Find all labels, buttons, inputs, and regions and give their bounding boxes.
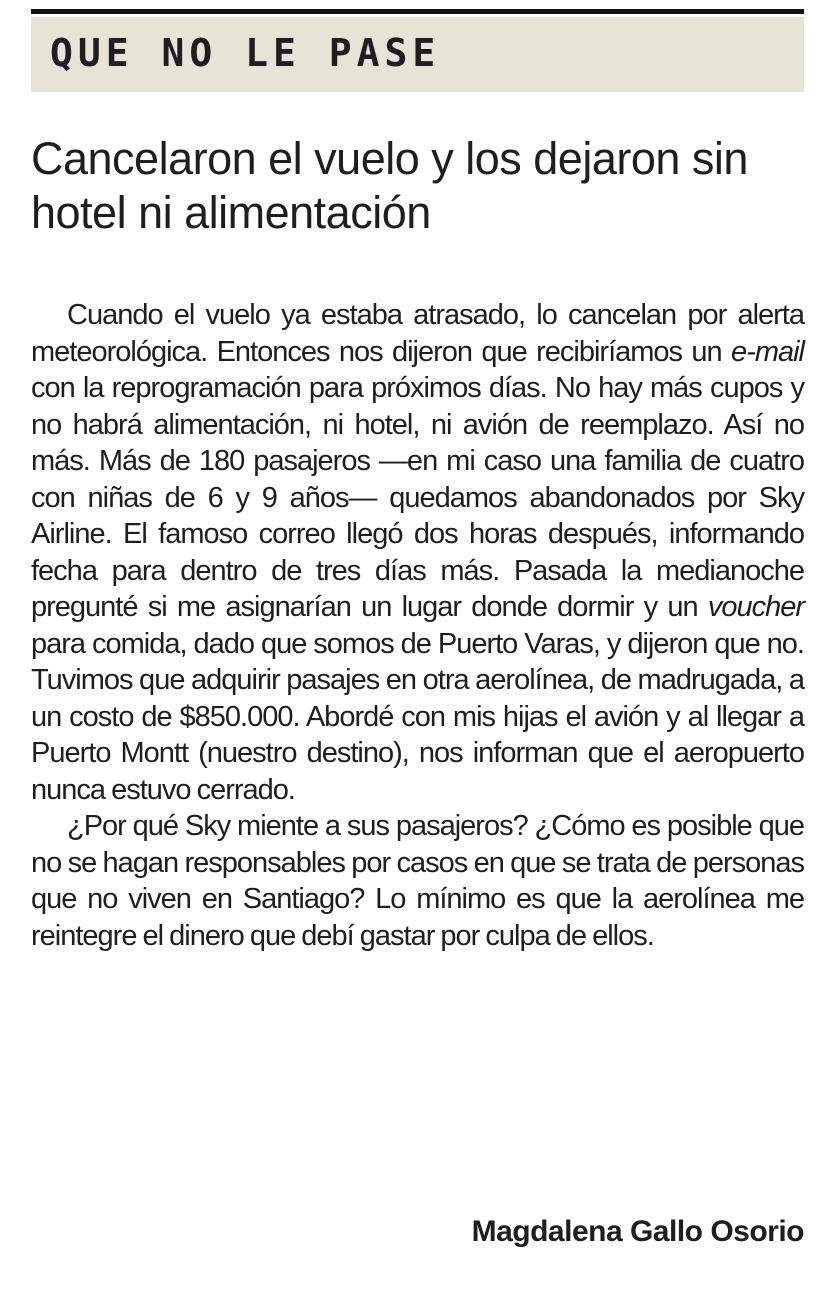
article-paragraph — [31, 808, 804, 954]
text-segment-italic: voucher — [707, 591, 804, 623]
text-segment-italic: e-mail — [731, 335, 804, 368]
text-segment: con la reprogramación para próximos días. No hay más cupos y no habrá alimentación, ni hotel, ni avión de reemplazo. Así no más. Más de 180 pasajeros —en mi caso una familia de cuatro con niñas de 6 y 9 años— quedamos abandonados por Sky Airline. El famoso correo llegó dos horas después, informando fecha para dentro de tres días más. Pasada la medianoche pregunté si me asignarían un lugar donde dormir y un — [31, 372, 804, 623]
article-body — [31, 297, 804, 954]
text-segment: ¿Por qué Sky miente a sus pasajeros? ¿Cómo es posible que no se hagan responsables por casos en que se trata de personas que no viven en Santiago? Lo mínimo es que la aerolínea me reintegre el dinero que debí gastar por culpa de ellos. — [31, 810, 804, 952]
author-signature: Magdalena Gallo Osorio — [471, 1215, 804, 1248]
section-label: QUE NO LE PASE — [50, 31, 441, 75]
article-paragraph — [31, 297, 804, 808]
text-segment: Cuando el vuelo ya estaba atrasado, lo cancelan por alerta meteorológica. Entonces nos dijeron que recibiríamos un — [31, 299, 804, 368]
article-headline: Cancelaron el vuelo y los dejaron sin hotel ni alimentación — [31, 133, 748, 238]
text-segment: para comida, dado que somos de Puerto Varas, y dijeron que no. Tuvimos que adquirir pasajes en otra aerolínea, de madrugada, a un costo de $850.000. Abordé con mis hijas el avión y al llegar a Puerto Montt (nuestro destino), nos informan que el aeropuerto nunca estuvo cerrado. — [31, 627, 804, 806]
top-rule — [31, 9, 804, 14]
